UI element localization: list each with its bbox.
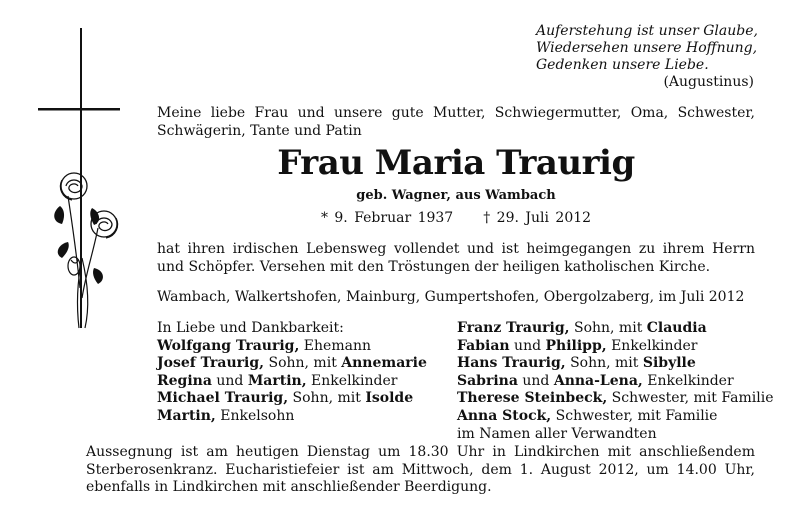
mourner-row: Sabrina und Anna-Lena, Enkelkinder [457, 372, 734, 389]
deceased-name: Frau Maria Traurig [277, 143, 635, 183]
death-date: † 29. Juli 2012 [483, 210, 592, 226]
mourner-row: Wolfgang Traurig, Ehemann [157, 337, 371, 354]
quote-line: Wiedersehen unsere Hoffnung, [536, 40, 758, 56]
mourners-right-column [457, 320, 773, 443]
quote-line: Auferstehung ist unser Glaube, [536, 23, 758, 39]
mourner-row: Therese Steinbeck, Schwester, mit Familie [457, 390, 774, 407]
birth-date: * 9. Februar 1937 [320, 210, 454, 226]
life-dates [157, 209, 755, 227]
cross-with-roses-icon [38, 28, 128, 348]
mourners-closing: im Namen aller Verwandten [457, 425, 657, 442]
mourner-row: Martin, Enkelsohn [157, 407, 295, 424]
maiden-name: geb. Wagner, aus Wambach [356, 188, 556, 203]
quote-attribution: (Augustinus) [663, 74, 754, 90]
places-and-date: Wambach, Walkertshofen, Mainburg, Gumpertshofen, Obergolzaberg, im Juli 2012 [157, 289, 745, 305]
mourner-row: Anna Stock, Schwester, mit Familie [457, 407, 718, 424]
mourner-row: Josef Traurig, Sohn, mit Annemarie [157, 355, 427, 372]
mourner-row: Hans Traurig, Sohn, mit Sibylle [457, 355, 696, 372]
mourners-left-column [157, 320, 427, 426]
quote-line: Gedenken unsere Liebe. [536, 57, 709, 73]
mourners-heading: In Liebe und Dankbarkeit: [157, 320, 344, 336]
mourner-row: Michael Traurig, Sohn, mit Isolde [157, 390, 414, 407]
mourner-row: Fabian und Philipp, Enkelkinder [457, 337, 698, 354]
mourner-row: Franz Traurig, Sohn, mit Claudia [457, 320, 707, 336]
intro-text: Meine liebe Frau und unsere gute Mutter, Schwiegermutter, Oma, Schwester, Schwägerin, Tante und Patin [157, 105, 755, 139]
funeral-details: Aussegnung ist am heutigen Dienstag um 18.30 Uhr in Lindkirchen mit anschließendem Sterberosenkranz. Eucharistiefeier ist am Mittwoch, dem 1. August 2012, um 14.00 Uhr, ebenfalls in Lindkirchen mit anschließender Beerdigung. [86, 444, 755, 495]
mourner-row: Regina und Martin, Enkelkinder [157, 372, 398, 389]
body-text: hat ihren irdischen Lebensweg vollendet und ist heimgegangen zu ihrem Herrn und Schöpfer. Versehen mit den Tröstungen der heiligen katholischen Kirche. [157, 241, 755, 275]
epitaph-quote [536, 23, 758, 91]
